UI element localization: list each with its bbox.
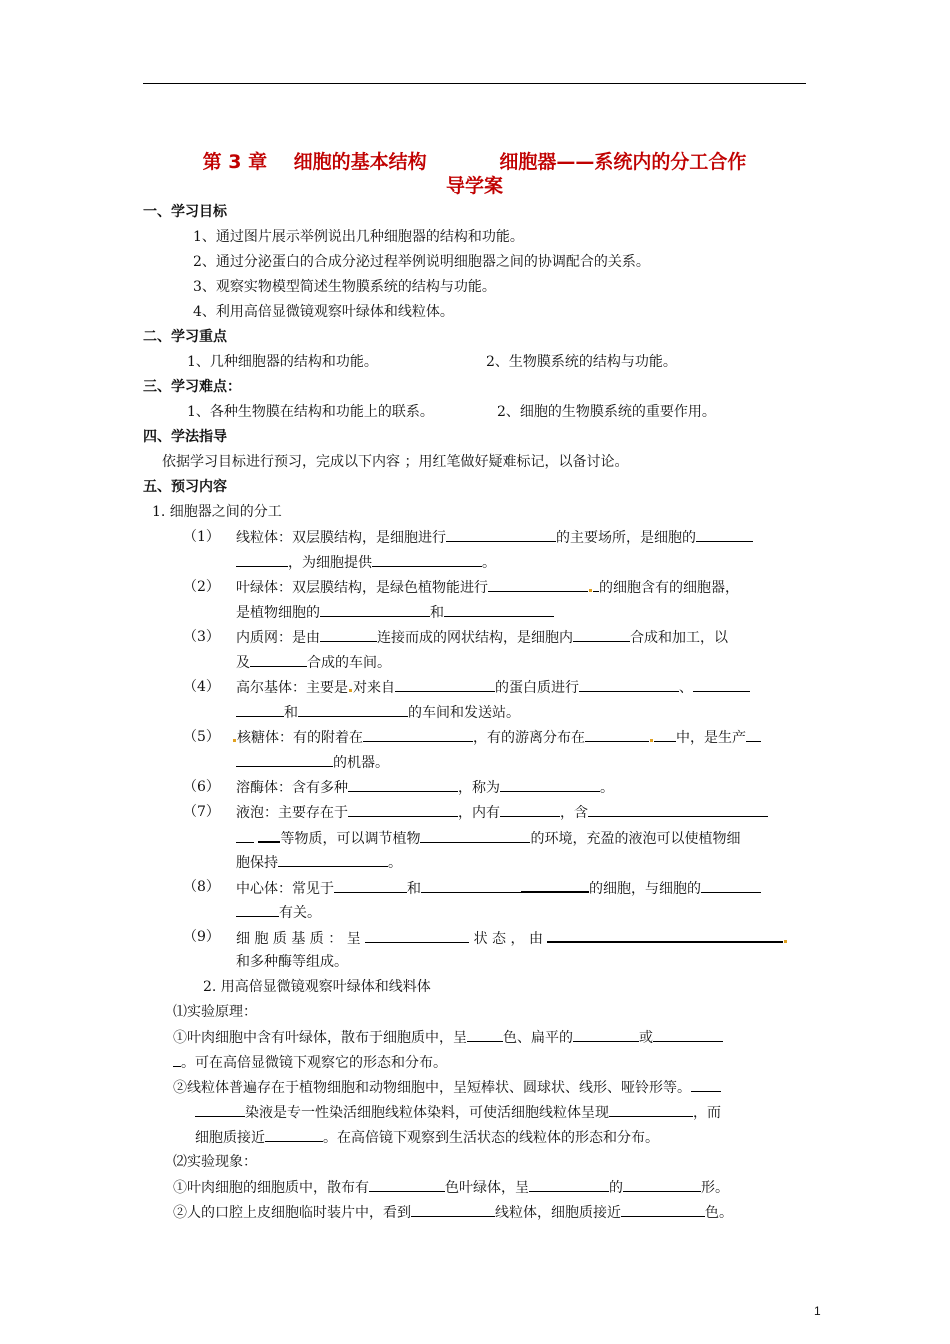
item-number: （9） bbox=[183, 929, 220, 945]
objective-item: 1、通过图片展示举例说出几种细胞器的结构和功能。 bbox=[193, 229, 524, 245]
phenomenon-line: ②人的口腔上皮细胞临时装片中，看到 线粒体，细胞质接近 色。 bbox=[173, 1202, 733, 1223]
question-line: 内质网：是由 连接而成的网状结构，是细胞内 合成和加工，以 bbox=[236, 627, 728, 648]
section-heading-preview: 五、预习内容 bbox=[143, 479, 227, 495]
difficulty-item: 2、细胞的生物膜系统的重要作用。 bbox=[497, 404, 716, 420]
item-number: （4） bbox=[183, 679, 220, 695]
question-line: 胞保持 。 bbox=[236, 852, 402, 873]
principle-line: 染液是专一性染活细胞线粒体染料，可使活细胞线粒体呈现 ，而 bbox=[195, 1102, 721, 1123]
question-line: 有关。 bbox=[236, 902, 321, 923]
page-number: 1 bbox=[814, 1304, 821, 1318]
question-line: 溶酶体：含有多种 ，称为 。 bbox=[236, 777, 614, 798]
question-line: 线粒体：双层膜结构，是细胞进行 的主要场所，是细胞的 bbox=[236, 527, 753, 548]
header-rule bbox=[143, 83, 806, 84]
focus-item: 1、几种细胞器的结构和功能。 bbox=[187, 354, 378, 370]
phenomenon-line: ①叶肉细胞的细胞质中，散布有 色叶绿体，呈 的 形。 bbox=[173, 1177, 729, 1198]
page-title: 第 3 章 细胞的基本结构 细胞器——系统内的分工合作 bbox=[202, 151, 747, 173]
question-line: 是植物细胞的 和 bbox=[236, 602, 554, 623]
method-text: 依据学习目标进行预习，完成以下内容 ；用红笔做好疑难标记，以备讨论。 bbox=[162, 454, 629, 470]
question-line: 和多种酶等组成。 bbox=[236, 954, 348, 970]
objective-item: 4、利用高倍显微镜观察叶绿体和线粒体。 bbox=[193, 304, 454, 320]
question-line: 的机器。 bbox=[236, 752, 389, 773]
question-line: 及 合成的车间。 bbox=[236, 652, 391, 673]
objective-item: 3、观察实物模型简述生物膜系统的结构与功能。 bbox=[193, 279, 496, 295]
objective-item: 2、通过分泌蛋白的合成分泌过程举例说明细胞器之间的协调配合的关系。 bbox=[193, 254, 650, 270]
subsection-title: 2. 用高倍显微镜观察叶绿体和线料体 bbox=[203, 979, 431, 995]
focus-item: 2、生物膜系统的结构与功能。 bbox=[486, 354, 677, 370]
question-line: 等物质，可以调节植物 的环境，充盈的液泡可以使植物细 bbox=[236, 827, 740, 849]
question-line: 细 胞 质 基 质 ： 呈 状 态 ， 由 bbox=[236, 927, 788, 949]
item-number: （3） bbox=[183, 629, 220, 645]
item-number: （8） bbox=[183, 879, 220, 895]
difficulty-item: 1、各种生物膜在结构和功能上的联系。 bbox=[187, 404, 434, 420]
experiment-phenomenon-label: ⑵实验现象： bbox=[173, 1154, 257, 1170]
subsection-title: 1. 细胞器之间的分工 bbox=[152, 504, 282, 520]
item-number: （7） bbox=[183, 804, 220, 820]
question-line: 叶绿体：双层膜结构，是绿色植物能进行 的细胞含有的细胞器， bbox=[236, 577, 739, 598]
item-number: （6） bbox=[183, 779, 220, 795]
section-heading-method: 四、学法指导 bbox=[143, 429, 227, 445]
question-line: ，为细胞提供 。 bbox=[236, 552, 496, 573]
principle-line: 。可在高倍显微镜下观察它的形态和分布。 bbox=[173, 1052, 447, 1073]
section-heading-focus: 二、学习重点 bbox=[143, 329, 227, 345]
experiment-principle-label: ⑴实验原理： bbox=[173, 1004, 257, 1020]
principle-line: 细胞质接近 。在高倍镜下观察到生活状态的线粒体的形态和分布。 bbox=[195, 1127, 659, 1148]
section-heading-objectives: 一、学习目标 bbox=[143, 204, 227, 220]
question-line: 和 的车间和发送站。 bbox=[236, 702, 520, 723]
item-number: （2） bbox=[183, 579, 220, 595]
principle-line: ②线粒体普遍存在于植物细胞和动物细胞中，呈短棒状、圆球状、线形、哑铃形等。 bbox=[173, 1077, 721, 1098]
principle-line: ①叶肉细胞中含有叶绿体，散布于细胞质中，呈 色、扁平的 或 bbox=[173, 1027, 723, 1048]
item-number: （5） bbox=[183, 729, 220, 745]
section-heading-difficulty: 三、学习难点： bbox=[143, 379, 241, 395]
item-number: （1） bbox=[183, 529, 220, 545]
question-line: 核糖体：有的附着在 ，有的游离分布在 中，是生产 bbox=[232, 727, 761, 748]
question-line: 中心体：常见于 和 的细胞，与细胞的 bbox=[236, 877, 761, 899]
question-line: 高尔基体：主要是 对来自 的蛋白质进行 、 bbox=[236, 677, 750, 698]
page-subtitle: 导学案 bbox=[445, 175, 503, 197]
question-line: 液泡：主要存在于 ，内有 ，含 bbox=[236, 802, 768, 823]
